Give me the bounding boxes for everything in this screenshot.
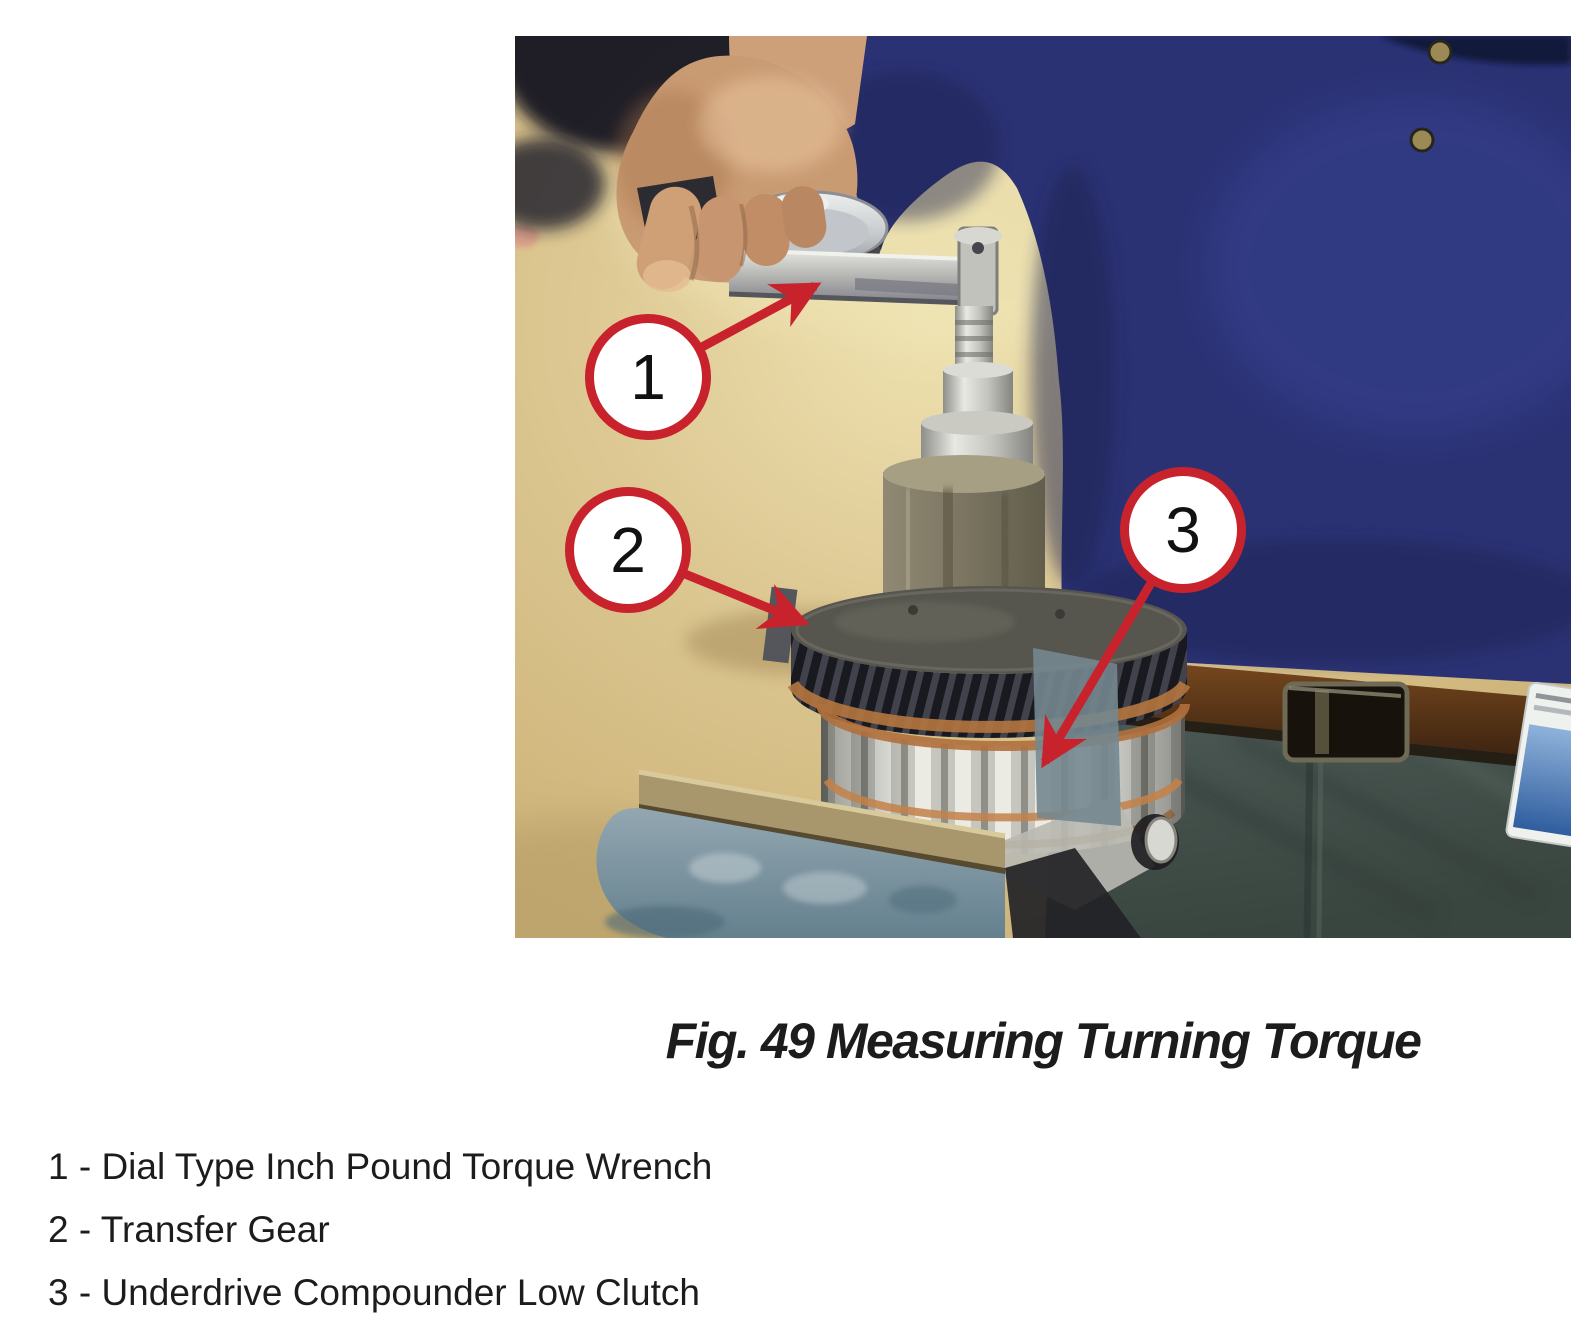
legend-item: 2 - Transfer Gear [48, 1209, 330, 1250]
figure-legend [48, 1146, 712, 1313]
callout-number: 1 [630, 341, 666, 413]
shirt-button [1411, 129, 1433, 151]
callout-number: 3 [1165, 494, 1201, 566]
callout-number: 2 [610, 514, 646, 586]
callout-1 [585, 314, 711, 440]
belt-buckle [1285, 684, 1407, 760]
transfer-gear [791, 586, 1187, 738]
callout-2 [565, 487, 691, 613]
figure-photo [515, 36, 1571, 938]
vise-screw [1146, 818, 1176, 862]
wrench-head [954, 227, 1002, 314]
callout-3 [1120, 467, 1246, 593]
legend-item: 3 - Underdrive Compounder Low Clutch [48, 1272, 700, 1313]
legend-item: 1 - Dial Type Inch Pound Torque Wrench [48, 1146, 713, 1187]
photo-illustration [515, 36, 1571, 938]
shirt-button [1429, 41, 1451, 63]
figure-caption: Fig. 49 Measuring Turning Torque [665, 1013, 1421, 1069]
